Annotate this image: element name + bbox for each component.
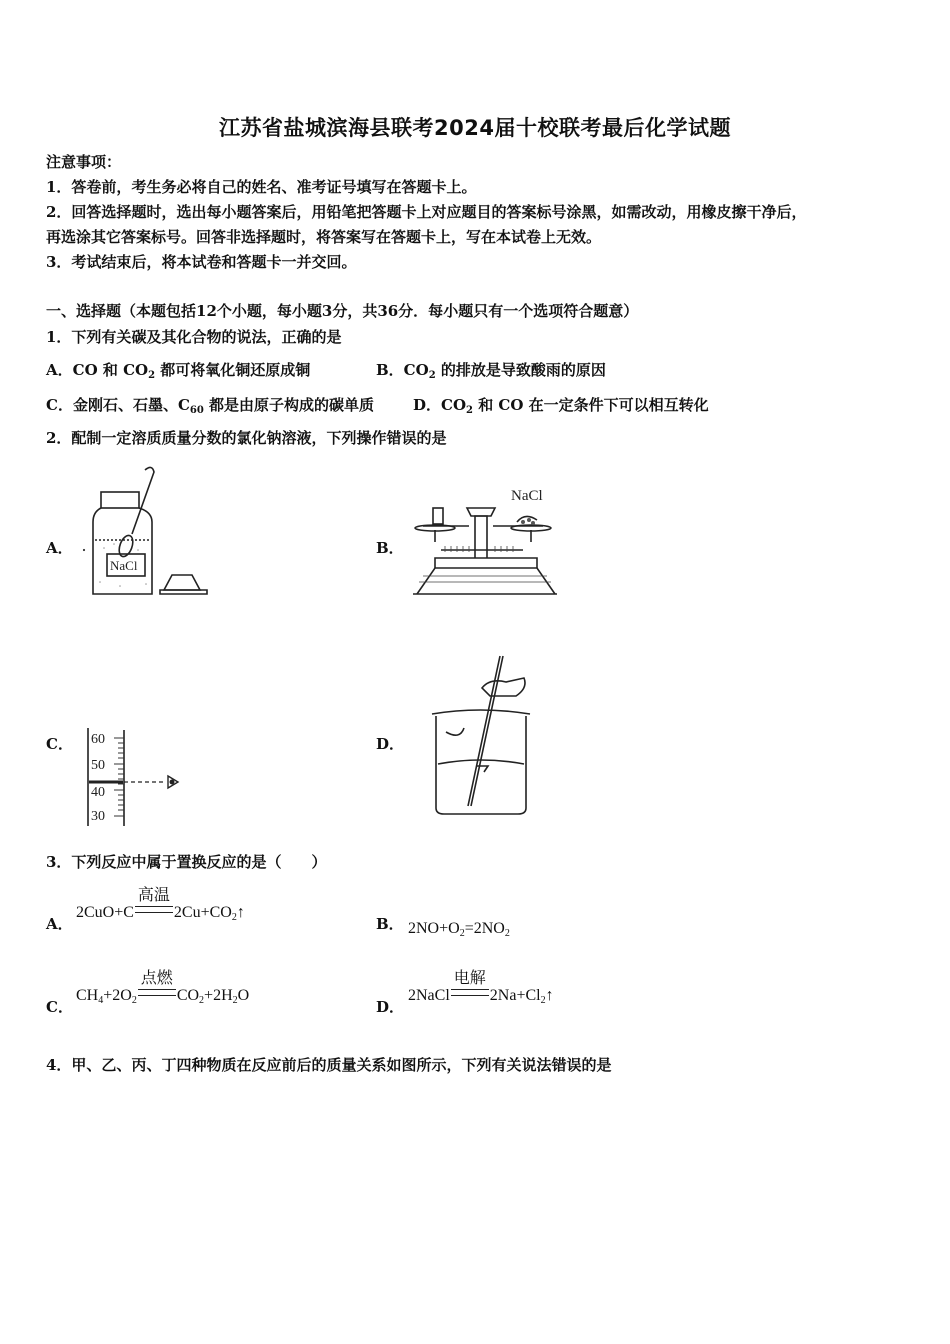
q1-option-a: A．CO 和 $CO_2$ 都可将氧化铜还原成铜	[46, 361, 311, 381]
condition-high-temp: 高温	[137, 887, 170, 904]
q2-label-d: D．	[376, 735, 405, 753]
q2-stem: 2．配制一定溶质质量分数的氯化钠溶液，下列操作错误的是	[46, 429, 447, 447]
notice-item-2: 2．回答选择题时，选出每小题答案后，用铅笔把答题卡上对应题目的答案标号涂黑，如需改动，用橡皮擦干净后，	[46, 203, 807, 221]
tick-label-50: 50	[91, 758, 105, 773]
notice-item-2-cont: 再选涂其它答案标号。回答非选择题时，将答案写在答题卡上，写在本试卷上无效。	[46, 228, 602, 246]
q3-stem: 3．下列反应中属于置换反应的是（ ）	[46, 853, 327, 871]
notice-item-3: 3．考试结束后，将本试卷和答题卡一并交回。	[46, 253, 357, 271]
section-heading: 一、选择题（本题包括12个小题，每小题3分，共36分．每小题只有一个选项符合题意）	[46, 302, 639, 320]
notice-item-1: 1．答卷前，考生务必将自己的姓名、准考证号填写在答题卡上。	[46, 178, 477, 196]
q1-option-d: D．$CO_2$ 和 CO 在一定条件下可以相互转化	[413, 396, 709, 416]
notice-heading: 注意事项：	[46, 153, 122, 171]
q3-equation-d: 2NaCl 电解 $2Na+Cl_2↑$	[408, 987, 554, 1006]
jar-label: NaCl	[110, 558, 138, 573]
q3-label-c: C．	[46, 998, 73, 1016]
q2-label-c: C．	[46, 735, 73, 753]
q3-label-a: A．	[46, 915, 73, 933]
q1-option-b: B．$CO_2$ 的排放是导致酸雨的原因	[376, 361, 606, 381]
q3-equation-b: $2NO+O_2=2NO_2$	[408, 920, 510, 939]
q3-equation-a: 2CuO+C 高温 $2Cu+CO_2↑$	[76, 904, 245, 923]
balance-figure	[405, 482, 565, 602]
q3-equation-c: $CH_4+2O_2$ 点燃 $CO_2+2H_2O$	[76, 987, 249, 1006]
q2-label-a: A．	[46, 539, 73, 557]
q4-stem: 4．甲、乙、丙、丁四种物质在反应前后的质量关系如图所示，下列有关说法错误的是	[46, 1056, 612, 1074]
q1-option-c: C．金刚石、石墨、$C_{60}$ 都是由原子构成的碳单质	[46, 396, 375, 416]
q3-label-d: D．	[376, 998, 405, 1016]
balance-label: NaCl	[511, 488, 543, 504]
page-title: 江苏省盐城滨海县联考2024届十校联考最后化学试题	[219, 116, 731, 140]
tick-label-60: 60	[91, 732, 105, 747]
q1-stem: 1．下列有关碳及其化合物的说法，正确的是	[46, 328, 342, 346]
tick-label-30: 30	[91, 809, 105, 824]
reagent-jar-figure	[80, 462, 215, 602]
q3-label-b: B．	[376, 915, 404, 933]
condition-electrolysis: 电解	[453, 970, 486, 987]
tick-label-40: 40	[91, 785, 105, 800]
condition-ignite: 点燃	[140, 970, 173, 987]
beaker-stirring-figure	[420, 648, 535, 823]
cylinder-figure	[80, 722, 190, 832]
q2-label-b: B．	[376, 539, 404, 557]
